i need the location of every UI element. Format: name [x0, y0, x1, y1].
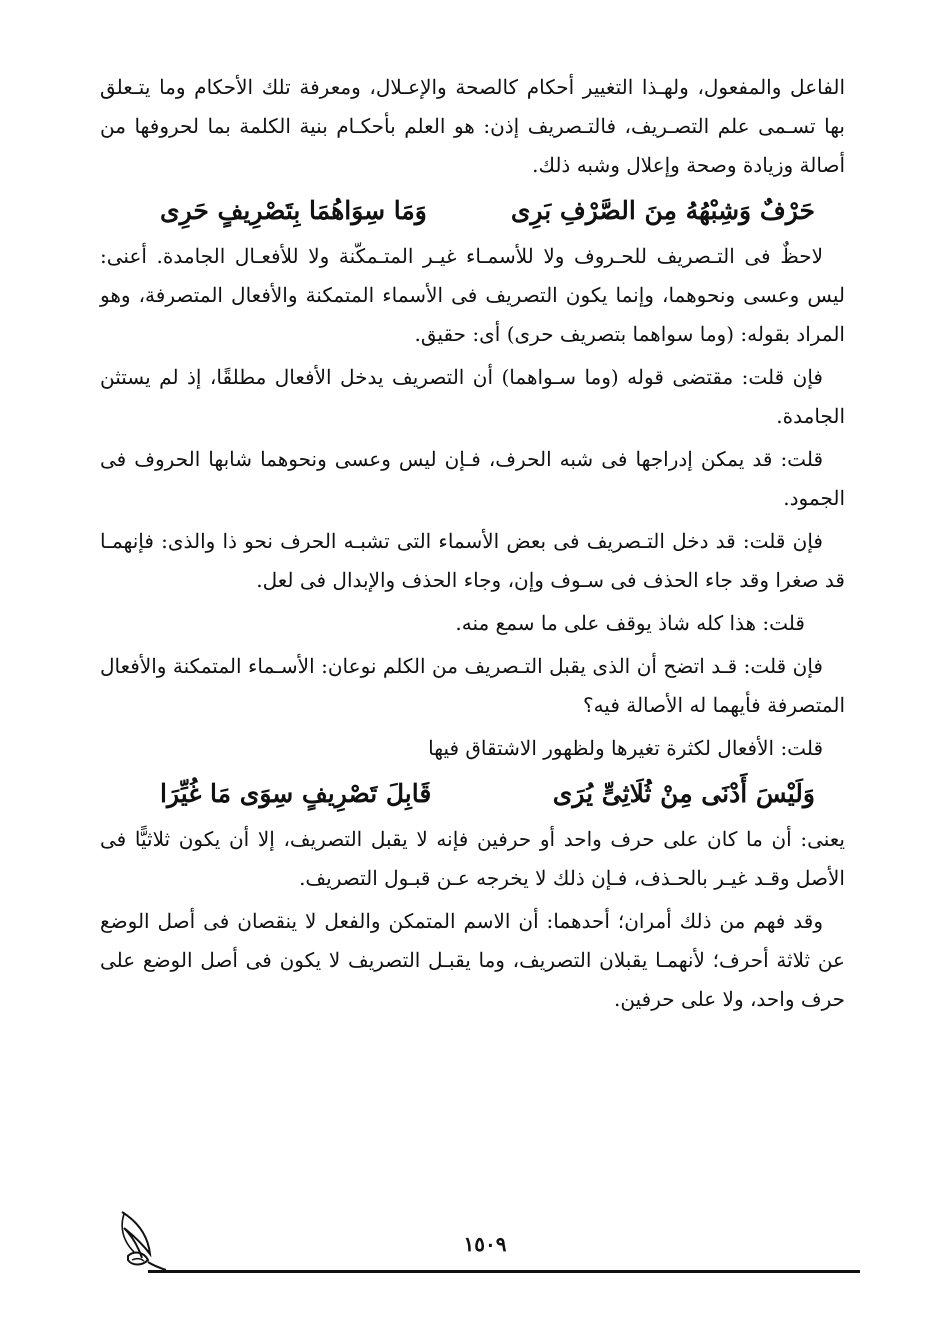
verse-line	[100, 189, 845, 233]
page-number: ١٥٠٩	[463, 1232, 507, 1256]
quill-ornament-icon	[108, 1206, 168, 1276]
paragraph: قلت: هذا كله شاذ يوقف على ما سمع منه.	[455, 611, 805, 635]
paragraph: فإن قلت: مقتضى قوله (وما سـواهما) أن التصريف يدخل الأفعال مطلقًا، إذ لم يستثن الجامدة.	[100, 365, 845, 428]
paragraph: فإن قلت: قد دخل التـصريف فى بعض الأسماء التى تشبـه الحرف نحو ذا والذى: فإنهمـا قد صغرا وقد جاء الحذف فى سـوف وإن، وجاء الحذف والإبدال فى لعل.	[100, 529, 845, 592]
paragraph: يعنى: أن ما كان على حرف واحد أو حرفين فإنه لا يقبل التصريف، إلا أن يكون ثلاثيًّا فى الأصل وقـد غيـر بالحـذف، فـإن ذلك لا يخرجه عـن قبـول التصريف.	[100, 827, 845, 890]
verse-hemistich: وَمَا سِوَاهُمَا بِتَصْرِيفٍ حَرِى	[160, 196, 427, 225]
paragraph: وقد فهم من ذلك أمران؛ أحدهما: أن الاسم المتمكن والفعل لا ينقصان فى أصل الوضع عن ثلاثة أحرف؛ لأنهمـا يقبلان التصريف، وما يقبـل التصريف لا يكون فى أصل الوضع على حرف واحد، ولا على حرفين.	[100, 909, 845, 1011]
paragraph: فإن قلت: قـد اتضح أن الذى يقبل التـصريف من الكلم نوعان: الأسـماء المتمكنة والأفعال المتصرفة فأيهما له الأصالة فيه؟	[100, 654, 845, 717]
page-body	[100, 68, 845, 1023]
paragraph: الفاعل والمفعول، ولهـذا التغيير أحكام كالصحة والإعـلال، ومعرفة تلك الأحكام وما يتـعلق بها تسـمى علم التصـريف، فالتـصريف إذن: هو العلم بأحكـام بنية الكلمة بما لحروفها من أصالة وزيادة وصحة وإعلال وشبه ذلك.	[100, 75, 845, 177]
paragraph: قلت: الأفعال لكثرة تغيرها ولظهور الاشتقاق فيها	[428, 736, 823, 760]
paragraph: لاحظٌ فى التـصريف للحـروف ولا للأسمـاء غيـر المتـمكّنة ولا للأفعـال الجامدة. أعنى: ليس وعسى ونحوهما، وإنما يكون التصريف فى الأسماء المتمكنة والأفعال المتصرفة، وهو المراد بقوله: (وما سواهما بتصريف حرى) أى: حقيق.	[100, 244, 846, 346]
verse-hemistich: قَابِلَ تَصْرِيفٍ سِوَى مَا غُيِّرَا	[160, 779, 432, 808]
verse-hemistich: وَلَيْسَ أَدْنَى مِنْ ثُلَاثِىٍّ يُرَى	[552, 779, 815, 808]
verse-line	[100, 772, 845, 816]
verse-hemistich: حَرْفٌ وَشِبْهُهُ مِنَ الصَّرْفِ بَرِى	[510, 196, 815, 225]
footer-divider	[148, 1270, 860, 1273]
paragraph: قلت: قد يمكن إدراجها فى شبه الحرف، فـإن ليس وعسى ونحوهما شابها الحروف فى الجمود.	[100, 447, 845, 510]
